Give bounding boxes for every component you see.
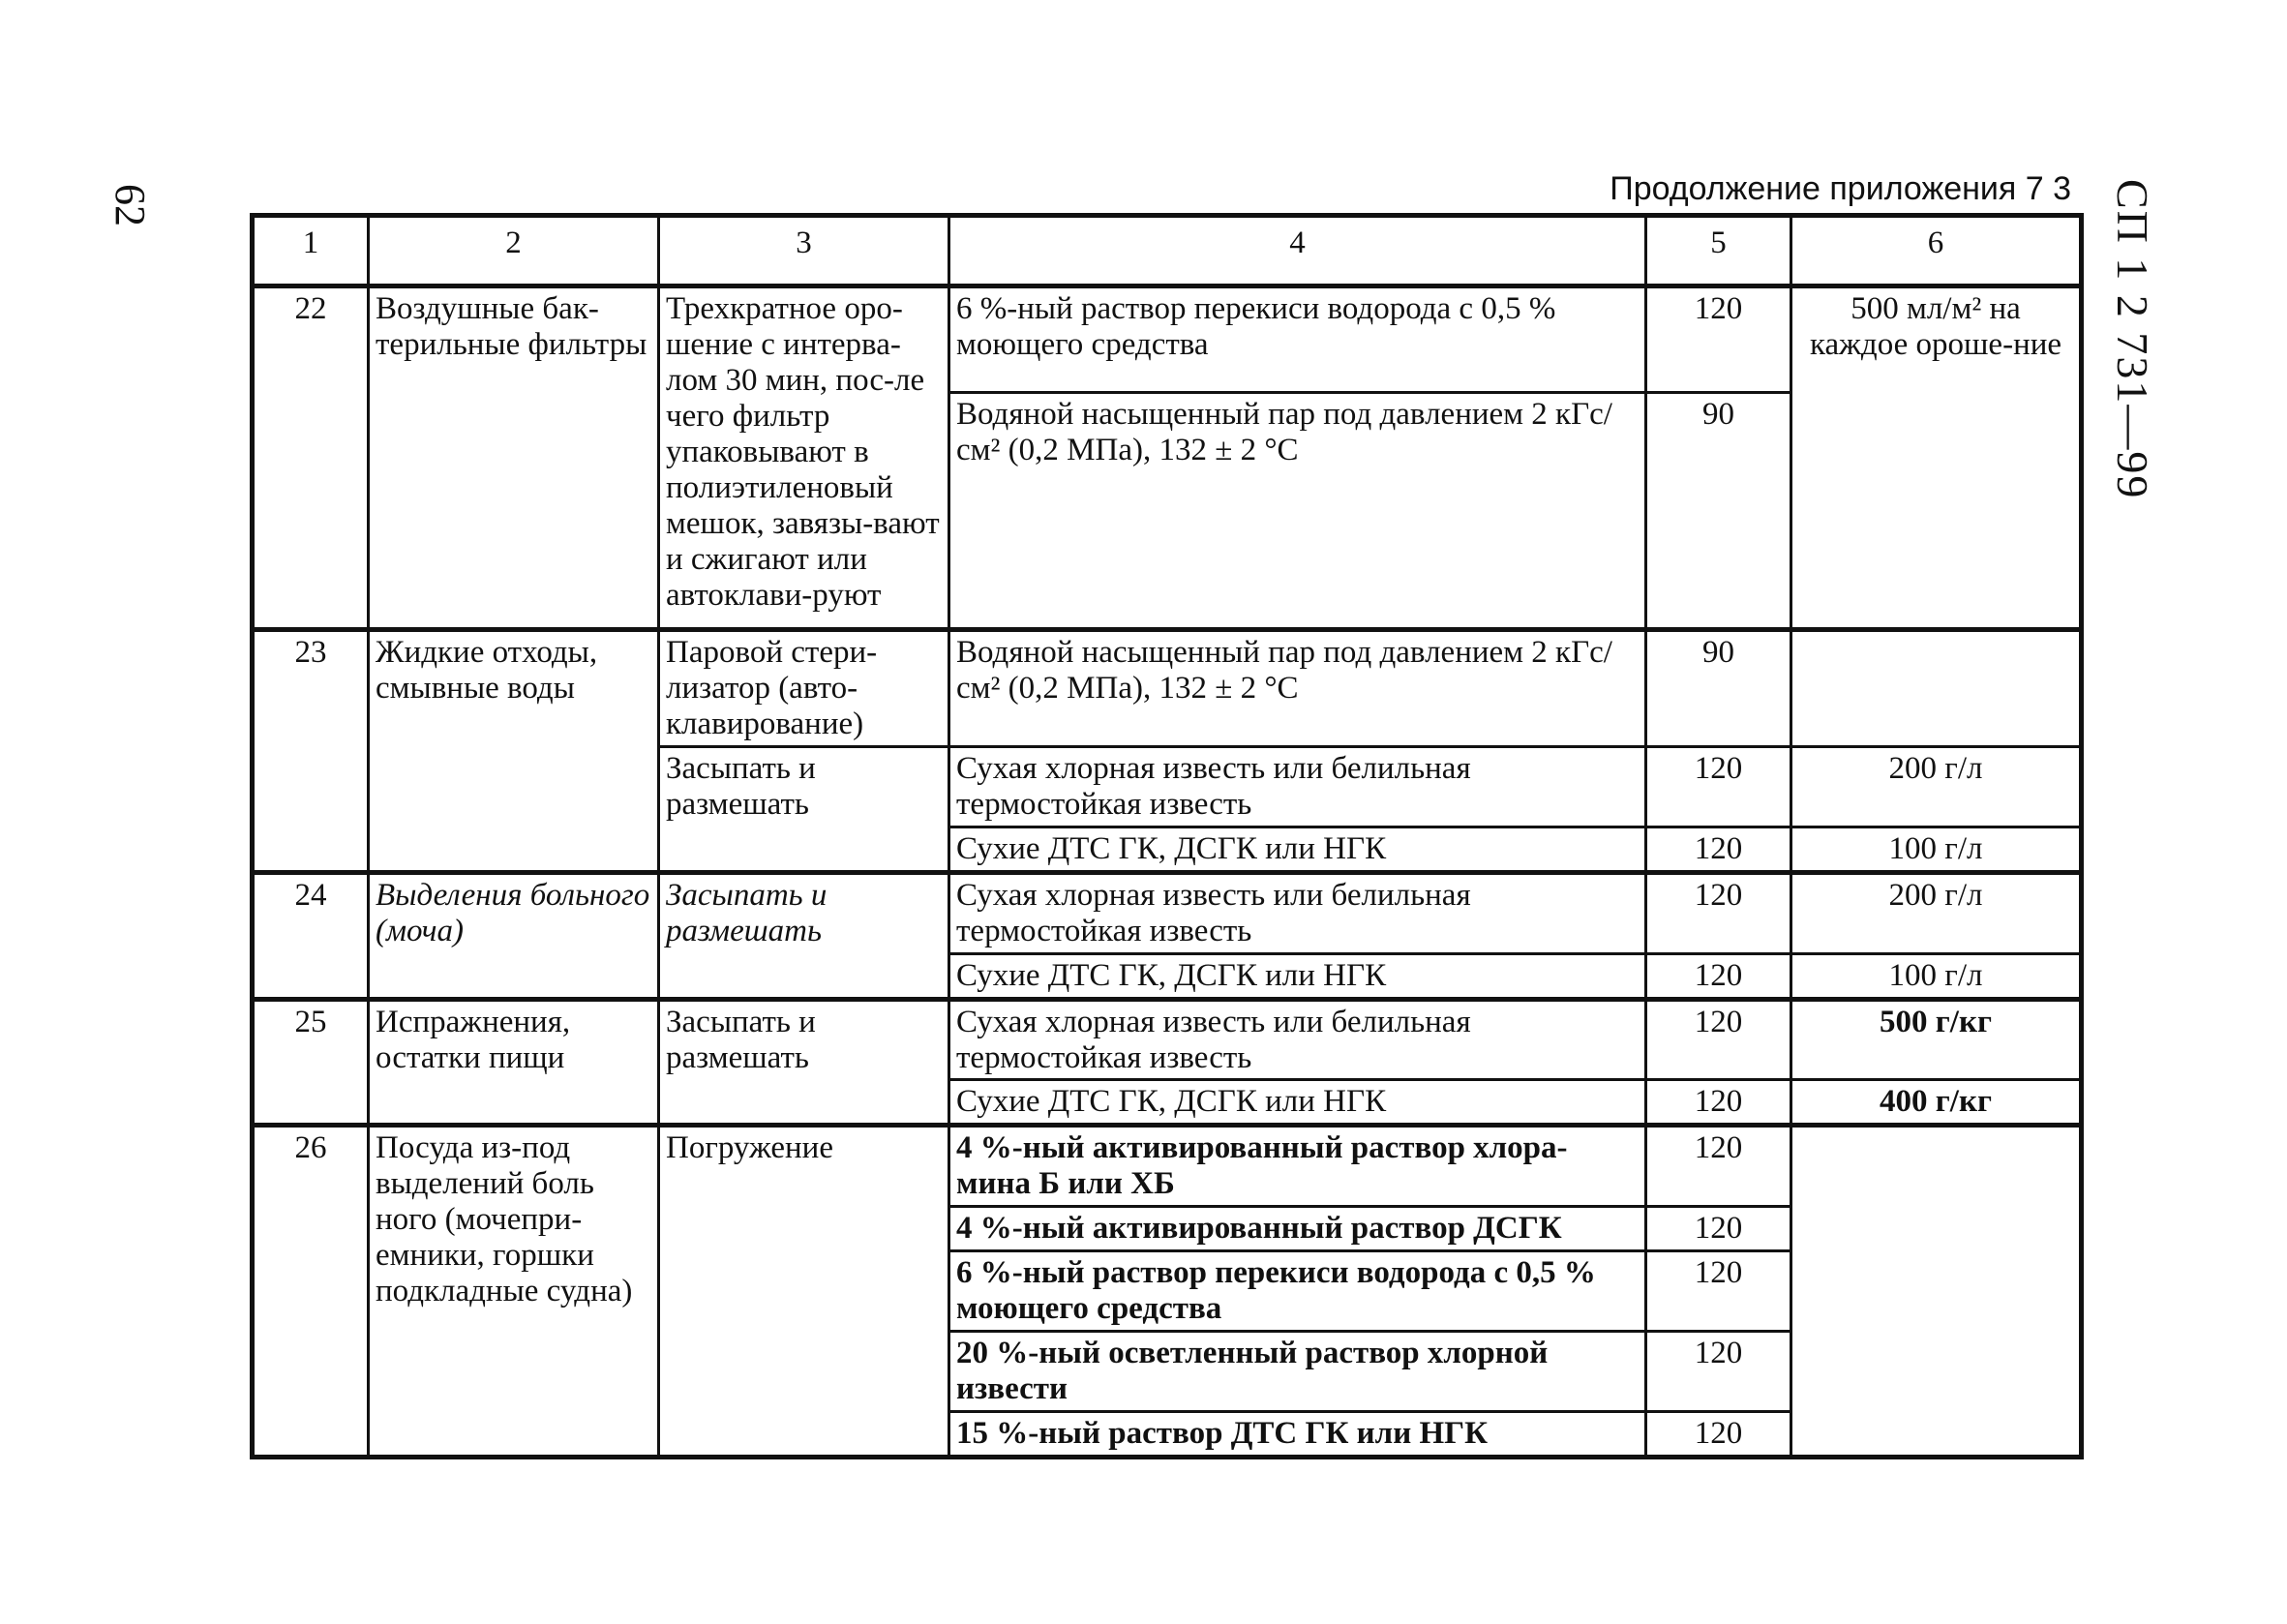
time-cell: 120 [1646, 286, 1791, 393]
row-number: 25 [253, 999, 369, 1126]
time-cell: 120 [1646, 746, 1791, 827]
row-number: 22 [253, 286, 369, 630]
table-row [253, 872, 2082, 953]
agent-cell: Водяной насыщенный пар под давлением 2 кГс/см² (0,2 МПа), 132 ± 2 °С [949, 393, 1646, 630]
object-cell: Выделения больного (моча) [369, 872, 659, 999]
header-cell: 1 [253, 216, 369, 286]
agent-cell: Сухие ДТС ГК, ДСГК или НГК [949, 953, 1646, 999]
time-cell: 120 [1646, 1126, 1791, 1207]
row-number: 24 [253, 872, 369, 999]
time-cell: 120 [1646, 999, 1791, 1080]
norm-cell: 100 г/л [1791, 827, 2082, 872]
header-cell: 5 [1646, 216, 1791, 286]
table-row [253, 286, 2082, 393]
time-cell: 120 [1646, 1332, 1791, 1412]
agent-cell: Сухие ДТС ГК, ДСГК или НГК [949, 827, 1646, 872]
header-cell: 3 [659, 216, 949, 286]
agent-cell: Сухая хлорная известь или белильная термостойкая известь [949, 746, 1646, 827]
document-code: СП 1 2 731—99 [2108, 179, 2157, 500]
object-cell: Жидкие отходы, смывные воды [369, 630, 659, 873]
method-cell: Засыпать и размешать [659, 872, 949, 999]
agent-cell: Сухая хлорная известь или белильная термостойкая известь [949, 872, 1646, 953]
object-cell: Испражнения, остатки пищи [369, 999, 659, 1126]
method-cell: Погружение [659, 1126, 949, 1458]
norm-cell: 500 г/кг [1791, 999, 2082, 1080]
table-row [253, 630, 2082, 747]
norm-cell: 200 г/л [1791, 872, 2082, 953]
agent-cell: Сухая хлорная известь или белильная термостойкая известь [949, 999, 1646, 1080]
agent-cell: 6 %-ный раствор перекиси водорода с 0,5 % моющего средства [949, 286, 1646, 393]
norm-cell: 400 г/кг [1791, 1080, 2082, 1126]
time-cell: 90 [1646, 630, 1791, 747]
row-number: 26 [253, 1126, 369, 1458]
norm-cell: 200 г/л [1791, 746, 2082, 827]
header-cell: 4 [949, 216, 1646, 286]
agent-cell: 20 %-ный осветленный раствор хлорной извести [949, 1332, 1646, 1412]
method-cell: Засыпать и размешать [659, 746, 949, 872]
method-cell: Засыпать и размешать [659, 999, 949, 1126]
header-cell: 6 [1791, 216, 2082, 286]
norm-cell: 500 мл/м² на каждое ороше-ние [1791, 286, 2082, 630]
table-row [253, 1126, 2082, 1207]
method-cell: Трехкратное оро-шение с интерва-лом 30 мин, пос-ле чего фильтр упаковывают в полиэтиленовый мешок, завязы-вают и сжигают или автоклави-руют [659, 286, 949, 630]
disinfection-table [250, 213, 2084, 1459]
time-cell: 120 [1646, 1080, 1791, 1126]
norm-cell [1791, 1126, 2082, 1458]
method-cell: Паровой стери-лизатор (авто-клавирование) [659, 630, 949, 747]
time-cell: 120 [1646, 827, 1791, 872]
time-cell: 120 [1646, 1412, 1791, 1458]
time-cell: 120 [1646, 1207, 1791, 1251]
table-row [253, 999, 2082, 1080]
object-cell: Воздушные бак-терильные фильтры [369, 286, 659, 630]
agent-cell: 4 %-ный активированный раствор хлора-мина Б или ХБ [949, 1126, 1646, 1207]
agent-cell: Водяной насыщенный пар под давлением 2 кГс/см² (0,2 МПа), 132 ± 2 °С [949, 630, 1646, 747]
agent-cell: Сухие ДТС ГК, ДСГК или НГК [949, 1080, 1646, 1126]
time-cell: 120 [1646, 1251, 1791, 1332]
page-number: 62 [106, 184, 154, 226]
time-cell: 90 [1646, 393, 1791, 630]
header-row [253, 216, 2082, 286]
row-number: 23 [253, 630, 369, 873]
table-caption: Продолжение приложения 7 3 [1610, 170, 2071, 207]
time-cell: 120 [1646, 953, 1791, 999]
time-cell: 120 [1646, 872, 1791, 953]
header-cell: 2 [369, 216, 659, 286]
agent-cell: 4 %-ный активированный раствор ДСГК [949, 1207, 1646, 1251]
norm-cell [1791, 630, 2082, 747]
agent-cell: 15 %-ный раствор ДТС ГК или НГК [949, 1412, 1646, 1458]
agent-cell: 6 %-ный раствор перекиси водорода с 0,5 % моющего средства [949, 1251, 1646, 1332]
object-cell: Посуда из-под выделений боль ного (мочепри-емники, горшки подкладные судна) [369, 1126, 659, 1458]
norm-cell: 100 г/л [1791, 953, 2082, 999]
